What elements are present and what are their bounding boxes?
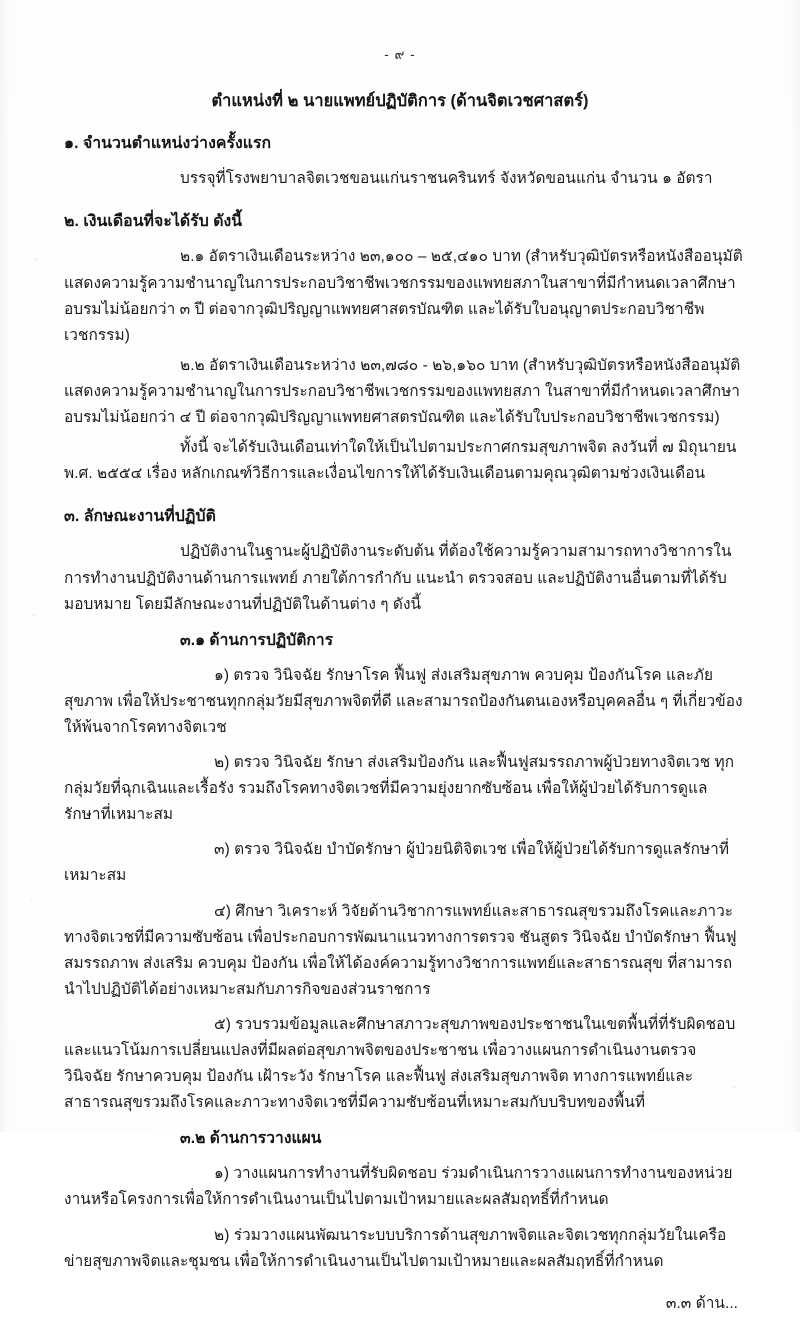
continuation-note: ๓.๓ ด้าน... <box>665 1294 738 1312</box>
duty-item: ๑) วางแผนการทำงานที่รับผิดชอบ ร่วมดำเนินการวางแผนการทำงานของหน่วยงานหรือโครงการเพื่อให้การดำเนินงานเป็นไปตามเป้าหมายและผลสัมฤทธิ์ที่กำหนด <box>64 1165 733 1209</box>
page-title: ตำแหน่งที่ ๒ นายแพทย์ปฏิบัติการ (ด้านจิตเวชศาสตร์) <box>211 92 589 111</box>
salary-item-2-2: ๒.๒ อัตราเงินเดือนระหว่าง ๒๓,๗๘๐ - ๒๖,๑๖๐ บาท (สำหรับวุฒิบัตรหรือหนังสืออนุมัติแสดงความรู้ความชำนาญในการประกอบวิชาชีพเวชกรรมของแพทยสภา ในสาขาที่มีกำหนดเวลาศึกษาอบรมไม่น้อยกว่า ๔ ปี ต่อจากวุฒิปริญญาแพทยศาสตรบัณฑิต และได้รับใบประกอบวิชาชีพเวชกรรม) <box>64 356 741 427</box>
section-heading-3: ๓. ลักษณะงานที่ปฏิบัติ <box>64 508 216 526</box>
page-number: - ๙ - <box>384 47 416 62</box>
section-heading-2: ๒. เงินเดือนที่จะได้รับ ดังนี้ <box>64 213 243 231</box>
duty-item: ๑) ตรวจ วินิจฉัย รักษาโรค ฟื้นฟู ส่งเสริมสุขภาพ ควบคุม ป้องกันโรค และภัยสุขภาพ เพื่อให้ประชาชนทุกกลุ่มวัยมีสุขภาพจิตที่ดี และสามารถป้องกันตนเองหรือบุคคลอื่น ๆ ที่เกี่ยวข้องให้พ้นจากโรคทางจิตเวช <box>64 666 743 736</box>
subsection-heading-3-1: ๓.๑ ด้านการปฏิบัติการ <box>180 631 334 649</box>
duty-item: ๒) ตรวจ วินิจฉัย รักษา ส่งเสริมป้องกัน และฟื้นฟูสมรรถภาพผู้ป่วยทางจิตเวช ทุกกลุ่มวัยที่ฉุกเฉินและเรื้อรัง รวมถึงโรคทางจิตเวชที่มีความยุ่งยากซับซ้อน เพื่อให้ผู้ป่วยได้รับการดูแลรักษาที่เหมาะสม <box>64 754 735 824</box>
duty-item: ๔) ศึกษา วิเคราะห์ วิจัยด้านวิชาการแพทย์และสาธารณสุขรวมถึงโรคและภาวะทางจิตเวชที่มีความซับซ้อน เพื่อประกอบการพัฒนาแนวทางการตรวจ ชันสูตร วินิจฉัย บำบัดรักษา ฟื้นฟูสมรรถภาพ ส่งเสริม ควบคุม ป้องกัน เพื่อให้ได้องค์ความรู้ทางวิชาการแพทย์และสาธารณสุข ที่สามารถนำไปปฏิบัติได้อย่างเหมาะสมกับภารกิจของส่วนราชการ <box>64 902 737 998</box>
duty-item: ๓) ตรวจ วินิจฉัย บำบัดรักษา ผู้ป่วยนิติจิตเวช เพื่อให้ผู้ป่วยได้รับการดูแลรักษาที่เหมาะสม <box>64 841 730 885</box>
salary-note: ทั้งนี้ จะได้รับเงินเดือนเท่าใดให้เป็นไปตามประกาศกรมสุขภาพจิต ลงวันที่ ๗ มิถุนายน พ.ศ. ๒๕๕๔ เรื่อง หลักเกณฑ์วิธีการและเงื่อนไขการให้ได้รับเงินเดือนตามคุณวุฒิตามช่วงเงินเดือน <box>64 439 737 483</box>
section-heading-1: ๑. จำนวนตำแหน่งว่างครั้งแรก <box>64 135 272 153</box>
subsection-heading-3-2: ๓.๒ ด้านการวางแผน <box>180 1130 322 1148</box>
section-1-body: บรรจุที่โรงพยาบาลจิตเวชขอนแก่นราชนครินทร์ จังหวัดขอนแก่น จำนวน ๑ อัตรา <box>180 170 713 188</box>
salary-item-2-1: ๒.๑ อัตราเงินเดือนระหว่าง ๒๓,๑๐๐ – ๒๕,๔๑๐ บาท (สำหรับวุฒิบัตรหรือหนังสืออนุมัติแสดงความรู้ความชำนาญในการประกอบวิชาชีพเวชกรรมของแพทยสภาในสาขาที่มีกำหนดเวลาศึกษาอบรมไม่น้อยกว่า ๓ ปี ต่อจากวุฒิปริญญาแพทยศาสตรบัณฑิต และได้รับใบอนุญาตประกอบวิชาชีพเวชกรรม) <box>64 248 743 344</box>
duty-item: ๒) ร่วมวางแผนพัฒนาระบบบริการด้านสุขภาพจิตและจิตเวชทุกกลุ่มวัยในเครือข่ายสุขภาพจิตและชุมชน เพื่อให้การดำเนินงานเป็นไปตามเป้าหมายและผลสัมฤทธิ์ที่กำหนด <box>64 1226 727 1270</box>
section-3-intro: ปฏิบัติงานในฐานะผู้ปฏิบัติงานระดับต้น ที่ต้องใช้ความรู้ความสามารถทางวิชาการในการทำงานปฏิบัติงานด้านการแพทย์ ภายใต้การกำกับ แนะนำ ตรวจสอบ และปฏิบัติงานอื่นตามที่ได้รับมอบหมาย โดยมีลักษณะงานที่ปฏิบัติในด้านต่าง ๆ ดังนี้ <box>64 543 732 613</box>
duty-item: ๕) รวบรวมข้อมูลและศึกษาสภาวะสุขภาพของประชาชนในเขตพื้นที่ที่รับผิดชอบและแนวโน้มการเปลี่ยนแปลงที่มีผลต่อสุขภาพจิตของประชาชน เพื่อวางแผนการดำเนินงานตรวจ วินิจฉัย รักษาควบคุม ป้องกัน เฝ้าระวัง รักษาโรค และฟื้นฟู ส่งเสริมสุขภาพจิต ทางการแพทย์และสาธารณสุขรวมถึงโรคและภาวะทางจิตเวชที่มีความซับซ้อนที่เหมาะสมกับบริบทของพื้นที่ <box>64 1015 736 1112</box>
